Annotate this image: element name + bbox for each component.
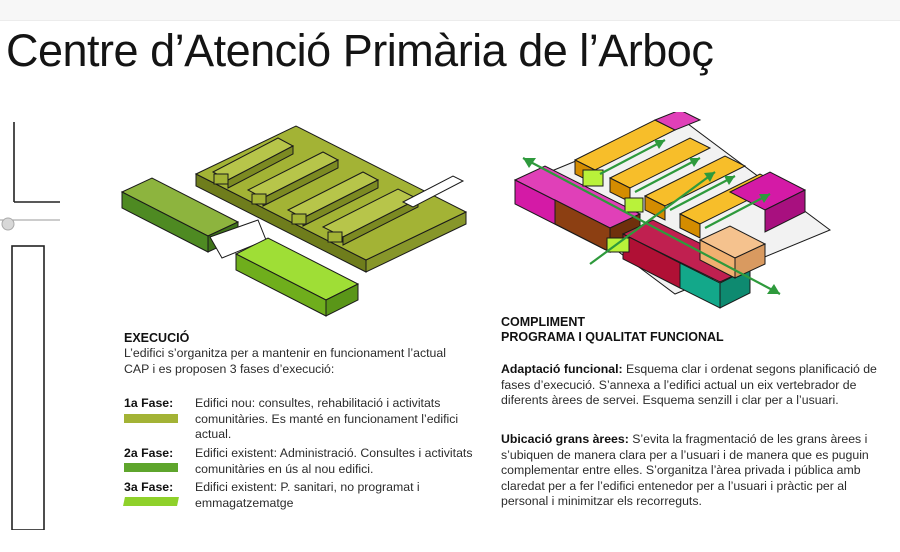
phase-3-label: 3a Fase: [124,480,174,494]
phase-2-description: Edifici existent: Administració. Consultes i activitats comunitàries en ús al nou edifici. [195,446,473,476]
phase-1-label: 1a Fase: [124,396,174,410]
adaptacio-paragraph [501,362,887,410]
phase-1-swatch [124,414,178,423]
execucio-intro: L’edifici s’organitza per a mantenir en funcionament l’actual CAP i es proposen 3 fases d’execució: [124,346,446,376]
phase-3-description: Edifici existent: P. sanitari, no programat i emmagatzematge [195,480,420,510]
top-band [0,0,900,21]
phase-3-row [124,480,484,512]
adaptacio-label: Adaptació funcional: [501,362,623,376]
site-marker [2,218,14,230]
ubicacio-label: Ubicació grans àrees: [501,432,629,446]
ubicacio-text: S’evita la fragmentació de les grans àrees i s’ubiquen de manera clara per a l’usuari i de manera que es puguin complementar entre elles. S’organitza l’àrea privada i pública amb claredat per a fer l’edifici entenedor per a l’usuari i pràctic per al personal i minimitzar els recorreguts. [501,432,869,508]
site-building-outline [12,246,44,530]
phase-3-swatch [123,497,179,506]
compliment-heading: COMPLIMENT [501,315,586,329]
phase-1-description: Edifici nou: consultes, rehabilitació i activitats comunitàries. Es manté en funcionament l’edifici actual. [195,396,459,441]
adaptacio-text: Esquema clar i ordenat segons planificació de fases d’execució. S’annexa a l’edifici actual un eix vertebrador de diferents àrees de servei. Esquema senzill i clar per a l’usuari. [501,362,877,407]
page-title: Centre d’Atenció Primària de l’Arboç [6,25,714,76]
ubicacio-paragraph [501,432,887,511]
phase-1-row [124,396,484,442]
site-plan-fragment [0,110,60,530]
compliment-subheading: PROGRAMA I QUALITAT FUNCIONAL [501,330,724,344]
execucio-heading: EXECUCIÓ [124,331,190,345]
phase-2-row [124,446,484,478]
program-axonometric-diagram [505,112,835,317]
phases-axonometric-diagram [118,112,478,327]
phase-2-label: 2a Fase: [124,446,174,460]
phase-2-swatch [124,463,178,472]
